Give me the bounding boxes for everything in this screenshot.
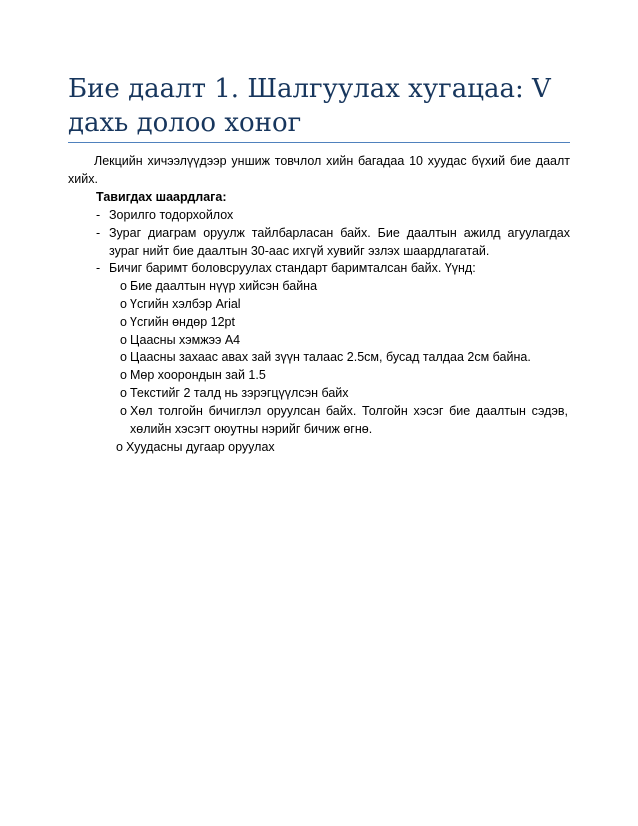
- requirement-item: [96, 260, 570, 278]
- standard-text: Үсгийн өндөр 12pt: [130, 315, 235, 329]
- standard-item: [120, 314, 568, 332]
- standard-text: Цаасны хэмжээ A4: [130, 333, 241, 347]
- bullet-marker: o: [120, 350, 127, 364]
- bullet-marker: o: [120, 386, 127, 400]
- intro-paragraph: Лекцийн хичээлүүдээр уншиж товчлол хийн багадаа 10 хуудас бүхий бие даалт хийх.: [68, 154, 570, 186]
- requirement-text: Бичиг баримт боловсруулах стандарт баримталсан байх. Үүнд:: [109, 261, 476, 275]
- bullet-marker: o: [120, 333, 127, 347]
- dash-marker: -: [96, 226, 101, 240]
- standard-text: Бие даалтын нүүр хийсэн байна: [130, 279, 318, 293]
- standard-text: Хуудасны дугаар оруулах: [126, 440, 275, 454]
- requirement-item: [96, 207, 570, 225]
- standard-item: [120, 296, 568, 314]
- standard-item: [116, 439, 564, 457]
- standard-text: Мөр хоорондын зай 1.5: [130, 368, 266, 382]
- bullet-marker: o: [120, 404, 127, 418]
- requirements-heading: Тавигдах шаардлага:: [96, 190, 227, 204]
- standard-item: [120, 349, 568, 367]
- bullet-marker: o: [120, 368, 127, 382]
- standard-item: [120, 385, 568, 403]
- bullet-marker: o: [116, 440, 123, 454]
- dash-marker: -: [96, 208, 101, 222]
- standard-item: [120, 403, 568, 438]
- standard-text: Цаасны захаас авах зай зүүн талаас 2.5см, бусад талдаа 2см байна.: [130, 350, 531, 364]
- standard-item: [120, 332, 568, 350]
- standard-item: [120, 367, 568, 385]
- requirement-item: [96, 225, 570, 260]
- document-title: Бие даалт 1. Шалгуулах хугацаа: V дахь долоо хоног: [68, 74, 551, 138]
- bullet-marker: o: [120, 315, 127, 329]
- requirement-text: Зураг диаграм оруулж тайлбарласан байх. Бие даалтын ажилд агуулагдах зураг нийт бие даалтын 30-аас ихгүй хувийг эзлэх шаардлагатай.: [109, 226, 570, 258]
- bullet-marker: o: [120, 297, 127, 311]
- requirement-text: Зорилго тодорхойлох: [109, 208, 234, 222]
- standard-text: Хөл толгойн бичиглэл оруулсан байх. Толгойн хэсэг бие даалтын сэдэв, хөлийн хэсэгт оюутны нэрийг бичиж өгнө.: [130, 404, 568, 436]
- dash-marker: -: [96, 261, 101, 275]
- standard-text: Үсгийн хэлбэр Arial: [130, 297, 241, 311]
- standard-text: Текстийг 2 талд нь зэрэгцүүлсэн байх: [130, 386, 349, 400]
- title-underline: [68, 142, 570, 143]
- bullet-marker: o: [120, 279, 127, 293]
- standard-item: [120, 278, 568, 296]
